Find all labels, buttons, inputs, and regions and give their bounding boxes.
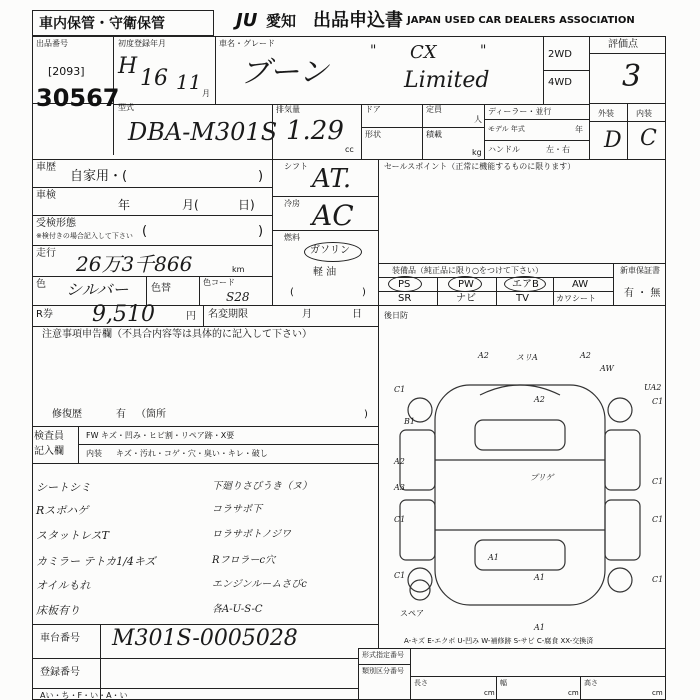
chassis-value: M301S-0005028	[112, 626, 298, 651]
equip-airbag: エアB	[512, 279, 539, 290]
load-label: 積載	[426, 130, 442, 139]
mileage-value: 26万3千866	[76, 252, 193, 276]
diag-label-a1-bottom: A1	[534, 623, 545, 632]
remark-right-2: コラサポ下	[212, 504, 262, 515]
rating-value: 3	[622, 59, 642, 94]
height-unit: cm	[652, 689, 663, 697]
first-reg-month: 11	[176, 70, 202, 94]
color-value: シルバー	[66, 280, 129, 299]
door-label: ドア	[365, 105, 381, 114]
fuel-paren: (	[290, 287, 294, 298]
airbag-circle	[504, 276, 546, 292]
inspector-label: 検査員	[34, 431, 64, 442]
diag-label-b1: B1	[404, 417, 415, 426]
record-label: 記入欄	[34, 446, 64, 457]
name-change-label: 名変期限	[208, 309, 248, 320]
storage-label-box	[32, 10, 214, 36]
first-reg-year: 16	[140, 66, 168, 91]
ac-value: AC	[312, 199, 354, 232]
diag-label-c1-right4: C1	[652, 575, 664, 584]
load-unit: kg	[472, 148, 482, 157]
bottom-row-text: Aい・ち・F・い・A・い	[40, 691, 128, 700]
handle-value: 左・右	[546, 145, 570, 154]
fuel-diesel: 軽 油	[313, 267, 337, 278]
ac-label: 冷房	[284, 199, 300, 208]
equip-aw: AW	[572, 279, 589, 290]
remark-left-1: シートシミ	[36, 481, 91, 494]
history-label: 車歴	[36, 162, 56, 173]
history-close: )	[258, 169, 264, 184]
notes-label: 注意事項申告欄（不具合内容等は具体的に記入して下さい）	[42, 329, 312, 340]
fuel-label: 燃料	[284, 233, 300, 242]
lot-label: 出品番号	[36, 39, 68, 48]
page-title: 出品申込書	[313, 10, 403, 31]
type-label: 型式	[118, 103, 134, 112]
diag-label-prige: プリゲ	[530, 473, 554, 482]
first-reg-era: H	[118, 54, 138, 79]
repair-close: )	[364, 409, 368, 420]
remark-left-6: 床板有り	[36, 604, 80, 617]
model-label: モデル 年式	[488, 125, 525, 133]
diag-label-aw: AW	[600, 364, 614, 373]
inspection-day: 日)	[238, 198, 255, 212]
lot-bracket: [2093]	[48, 65, 85, 78]
diag-label-c1-right1: C1	[652, 397, 664, 406]
drive-2wd: 2WD	[548, 49, 572, 60]
color-label: 色	[36, 279, 46, 290]
new-warranty-value: 有 ・ 無	[624, 288, 661, 299]
diagram-legend: A-キズ E-エクボ U-凹み W-補修跡 S-サビ C-腐食 XX-交換済	[404, 637, 594, 645]
repair-value: 有	[116, 409, 126, 420]
inspection-label: 車検	[36, 190, 56, 201]
rear-seat-label: 後日防	[384, 311, 408, 320]
displacement-value: 1.29	[286, 116, 344, 146]
diag-label-c1-right2: C1	[652, 477, 664, 486]
width-unit: cm	[568, 689, 579, 697]
equipment-label: 装備品（純正品に限り○をつけて下さい）	[392, 266, 543, 275]
pw-circle	[448, 276, 482, 292]
diag-label-a1-center: A1	[534, 573, 545, 582]
recycle-value: 9,510	[92, 302, 155, 327]
capacity-label: 定員	[426, 105, 442, 114]
first-reg-label: 初度登録年月	[118, 39, 166, 48]
length-label: 長さ	[414, 679, 428, 687]
diag-label-ua2: UA2	[644, 383, 662, 392]
remark-left-4: カミラー テトカ1/4キズ	[36, 555, 156, 568]
diag-label-sri: スリA	[516, 353, 538, 362]
equip-sr: SR	[398, 293, 412, 304]
grade-quote-open: "	[370, 43, 377, 59]
model-unit: 年	[575, 125, 583, 134]
mileage-unit: km	[232, 265, 245, 274]
height-label: 高さ	[584, 679, 598, 687]
diag-label-a2-center: A2	[534, 395, 545, 404]
ps-circle	[388, 276, 422, 292]
type-designation-label: 形式指定番号	[362, 651, 404, 659]
history-value: 自家用・(	[70, 169, 128, 184]
fuel-close: )	[362, 287, 366, 298]
grade: CX	[410, 42, 437, 63]
car-name: ブーン	[240, 55, 329, 90]
diag-label-spare: スペア	[400, 609, 424, 618]
remark-left-3: スタットレスT	[36, 529, 110, 542]
diag-label-a3: A3	[394, 483, 405, 492]
remark-right-1: 下廻りさびうき（ヌ）	[212, 481, 312, 492]
interior-row: キズ・汚れ・コゲ・穴・臭い・キレ・破し	[116, 449, 268, 458]
inspection-month: 月(	[182, 198, 199, 212]
shift-value: AT.	[312, 164, 352, 194]
shape-label: 形状	[365, 130, 381, 139]
displacement-unit: cc	[345, 145, 354, 154]
ju-logo: JU	[236, 10, 258, 31]
diag-label-c1-left3: C1	[394, 571, 406, 580]
association-name: JAPAN USED CAR DEALERS ASSOCIATION	[407, 15, 635, 26]
reg-no-label: 登録番号	[40, 667, 80, 678]
diag-label-a2-left: A2	[394, 457, 405, 466]
drive-4wd: 4WD	[548, 77, 572, 88]
acceptance-paren: (	[142, 224, 148, 239]
new-warranty-label: 新車保証書	[620, 266, 660, 275]
sub-grade: Limited	[404, 68, 490, 93]
dealer-label: ディーラー・並行	[488, 107, 552, 116]
width-label: 幅	[500, 679, 507, 687]
rating-label: 評価点	[608, 39, 638, 50]
car-name-label: 車名・グレード	[219, 39, 275, 48]
remark-right-3: ロラサポトノジワ	[212, 529, 291, 540]
sales-point-label: セールスポイント（正常に機能するものに限ります）	[384, 162, 576, 171]
type-value: DBA-M301S	[128, 118, 278, 146]
color-code: S28	[226, 290, 250, 304]
acceptance-note: ※検付きの場合記入して下さい	[36, 232, 133, 240]
classification-label: 類別区分番号	[362, 667, 404, 675]
fuel-gasoline: ガソリン	[310, 245, 350, 256]
inspection-year: 年	[118, 198, 131, 212]
interior-label: 内装	[636, 109, 652, 118]
acceptance-label: 受検形態	[36, 218, 76, 229]
recycle-label: R券	[36, 309, 53, 320]
remark-right-6: 各A-U-S-C	[212, 604, 263, 615]
interior-grade: C	[640, 126, 657, 151]
grade-quote-close: "	[480, 43, 487, 59]
equip-tv: TV	[516, 293, 529, 304]
equip-seat: カワシート	[556, 294, 596, 303]
color-change-label: 色替	[151, 283, 171, 294]
color-code-label: 色コード	[203, 278, 235, 287]
equip-navi: ナビ	[456, 293, 476, 304]
equip-pw: PW	[458, 279, 474, 290]
lot-number: 30567	[36, 84, 120, 112]
repair-place: （箇所	[136, 409, 166, 420]
exterior-label: 外装	[598, 109, 614, 118]
name-change-month: 月	[302, 309, 312, 320]
repair-label: 修復歴	[52, 409, 82, 420]
mileage-label: 走行	[36, 248, 56, 259]
diag-label-c1-left2: C1	[394, 515, 406, 524]
remark-left-2: Rスポハゲ	[36, 504, 89, 517]
recycle-unit: 円	[186, 311, 196, 322]
diag-label-c1-right3: C1	[652, 515, 664, 524]
first-reg-month-unit: 月	[202, 89, 210, 98]
car-diagram	[380, 340, 666, 630]
storage-label: 車内保管・守衛保管	[39, 16, 165, 32]
length-unit: cm	[484, 689, 495, 697]
remark-right-5: エンジンルームさびc	[212, 579, 307, 590]
diag-label-a1-left: A1	[488, 553, 499, 562]
remark-left-5: オイルもれ	[36, 579, 91, 592]
equip-ps: PS	[398, 279, 411, 290]
remark-right-4: Rフロラーc穴	[212, 555, 276, 566]
chassis-label: 車台番号	[40, 633, 80, 644]
shift-label: シフト	[284, 162, 308, 171]
handle-label: ハンドル	[488, 145, 520, 154]
interior-row-label: 内装	[86, 449, 102, 458]
capacity-unit: 人	[474, 115, 482, 124]
diag-label-c1-left1: C1	[394, 385, 406, 394]
ju-logo-name: 愛知	[266, 12, 297, 30]
fw-row: FW キズ・凹み・ヒビ割・リペア跡・X要	[86, 431, 235, 440]
diag-label-a2-top2: A2	[580, 351, 591, 360]
displacement-label: 排気量	[276, 105, 300, 114]
diag-label-a2-top: A2	[478, 351, 489, 360]
name-change-day: 日	[352, 309, 362, 320]
acceptance-close: )	[258, 224, 264, 239]
exterior-grade: D	[604, 128, 622, 153]
